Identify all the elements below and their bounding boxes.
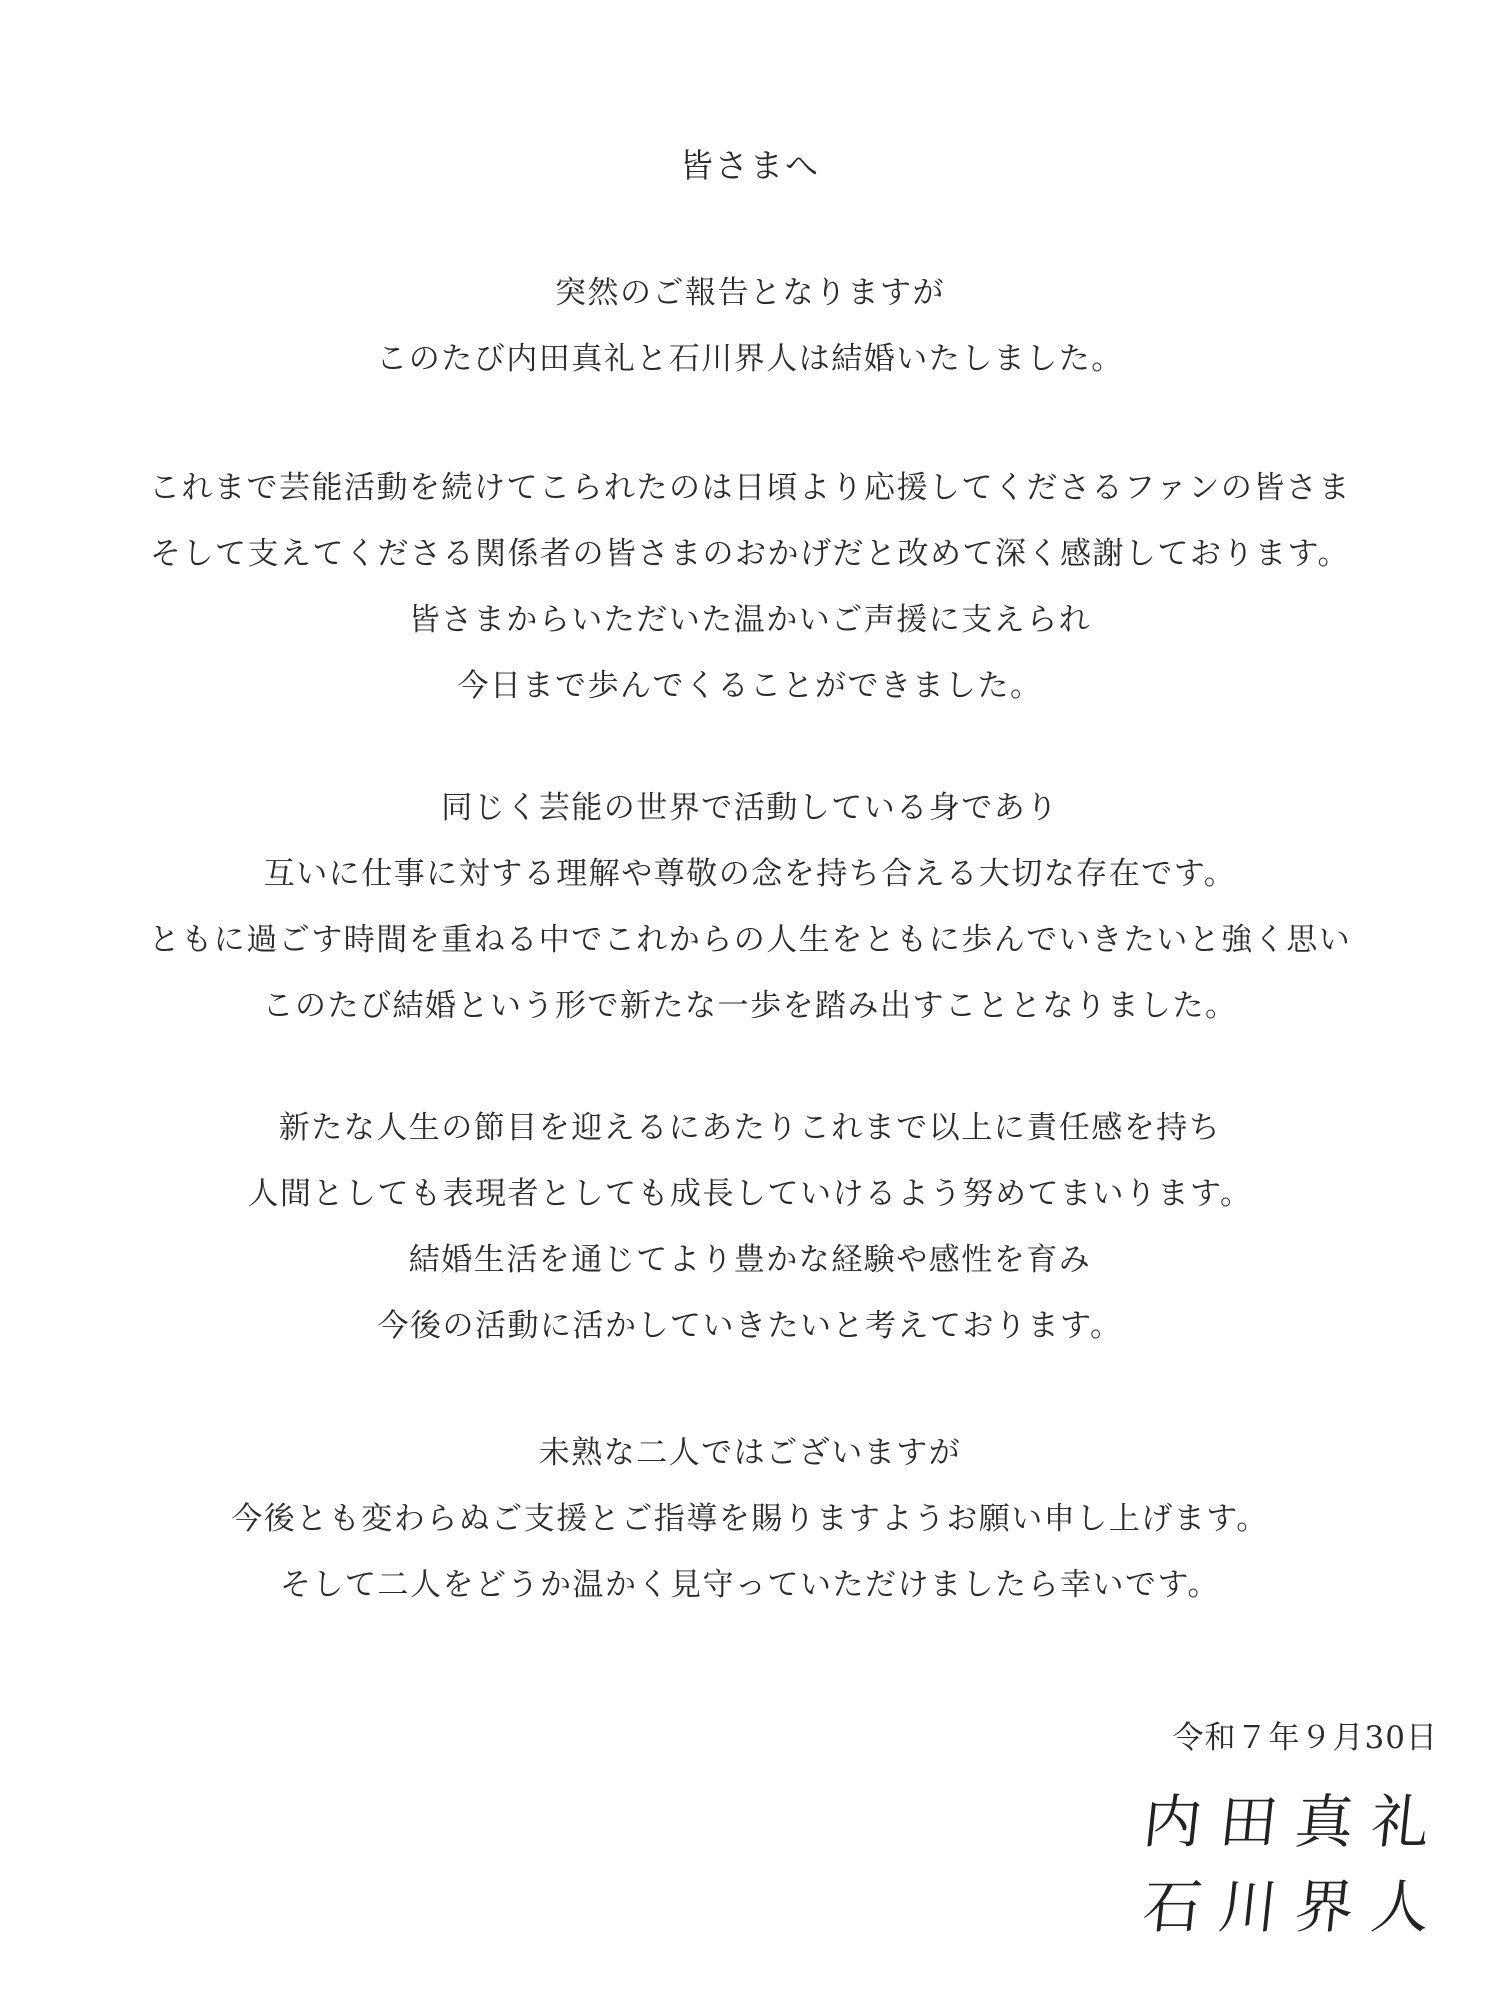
text-line: 新たな人生の節目を迎えるにあたりこれまで以上に責任感を持ち [278,1110,1222,1146]
text-line: 同じく芸能の世界で活動している身であり [441,790,1059,826]
date: 令和７年９月30日 [1172,1720,1438,1756]
text-line: このたび内田真礼と石川界人は結婚いたしました。 [376,341,1124,377]
text-line: 今後とも変わらぬご支援とご指導を賜りますようお願い申し上げます。 [231,1501,1269,1537]
paragraph-3 [0,775,1500,1039]
text-line: このたび結婚という形で新たな一歩を踏み出すこととなりました。 [262,988,1238,1024]
text-line: 人間としても表現者としても成長していけるよう努めてまいります。 [247,1176,1253,1212]
text-line: 突然のご報告となりますが [555,275,945,311]
text-line: ともに過ごす時間を重ねる中でこれからの人生をともに歩んでいきたいと強く思い [148,922,1352,958]
text-line: 今日まで歩んでくることができました。 [457,668,1043,704]
text-line: 互いに仕事に対する理解や尊敬の念を持ち合える大切な存在です。 [263,856,1237,892]
paragraph-2 [0,455,1500,719]
text-line: これまで芸能活動を続けてこられたのは日頃より応援してくださるファンの皆さま [149,470,1351,506]
text-line: 皆さまからいただいた温かいご声援に支えられ [408,602,1092,638]
text-line: そして二人をどうか温かく見守っていただけましたら幸いです。 [279,1567,1221,1603]
paragraph-5 [0,1420,1500,1618]
signature-ishikawa: 石川界人 [1139,1873,1452,1941]
salutation: 皆さまへ [680,146,820,185]
signature-uchida: 内田真礼 [1139,1788,1452,1856]
paragraph-1 [0,260,1500,392]
text-line: 未熟な二人ではございますが [538,1435,962,1471]
paragraph-4 [0,1095,1500,1359]
text-line: 今後の活動に活かしていきたいと考えております。 [377,1308,1123,1344]
text-line: 結婚生活を通じてより豊かな経験や感性を育み [408,1242,1092,1278]
text-line: そして支えてくださる関係者の皆さまのおかげだと改めて深く感謝しております。 [149,536,1351,572]
